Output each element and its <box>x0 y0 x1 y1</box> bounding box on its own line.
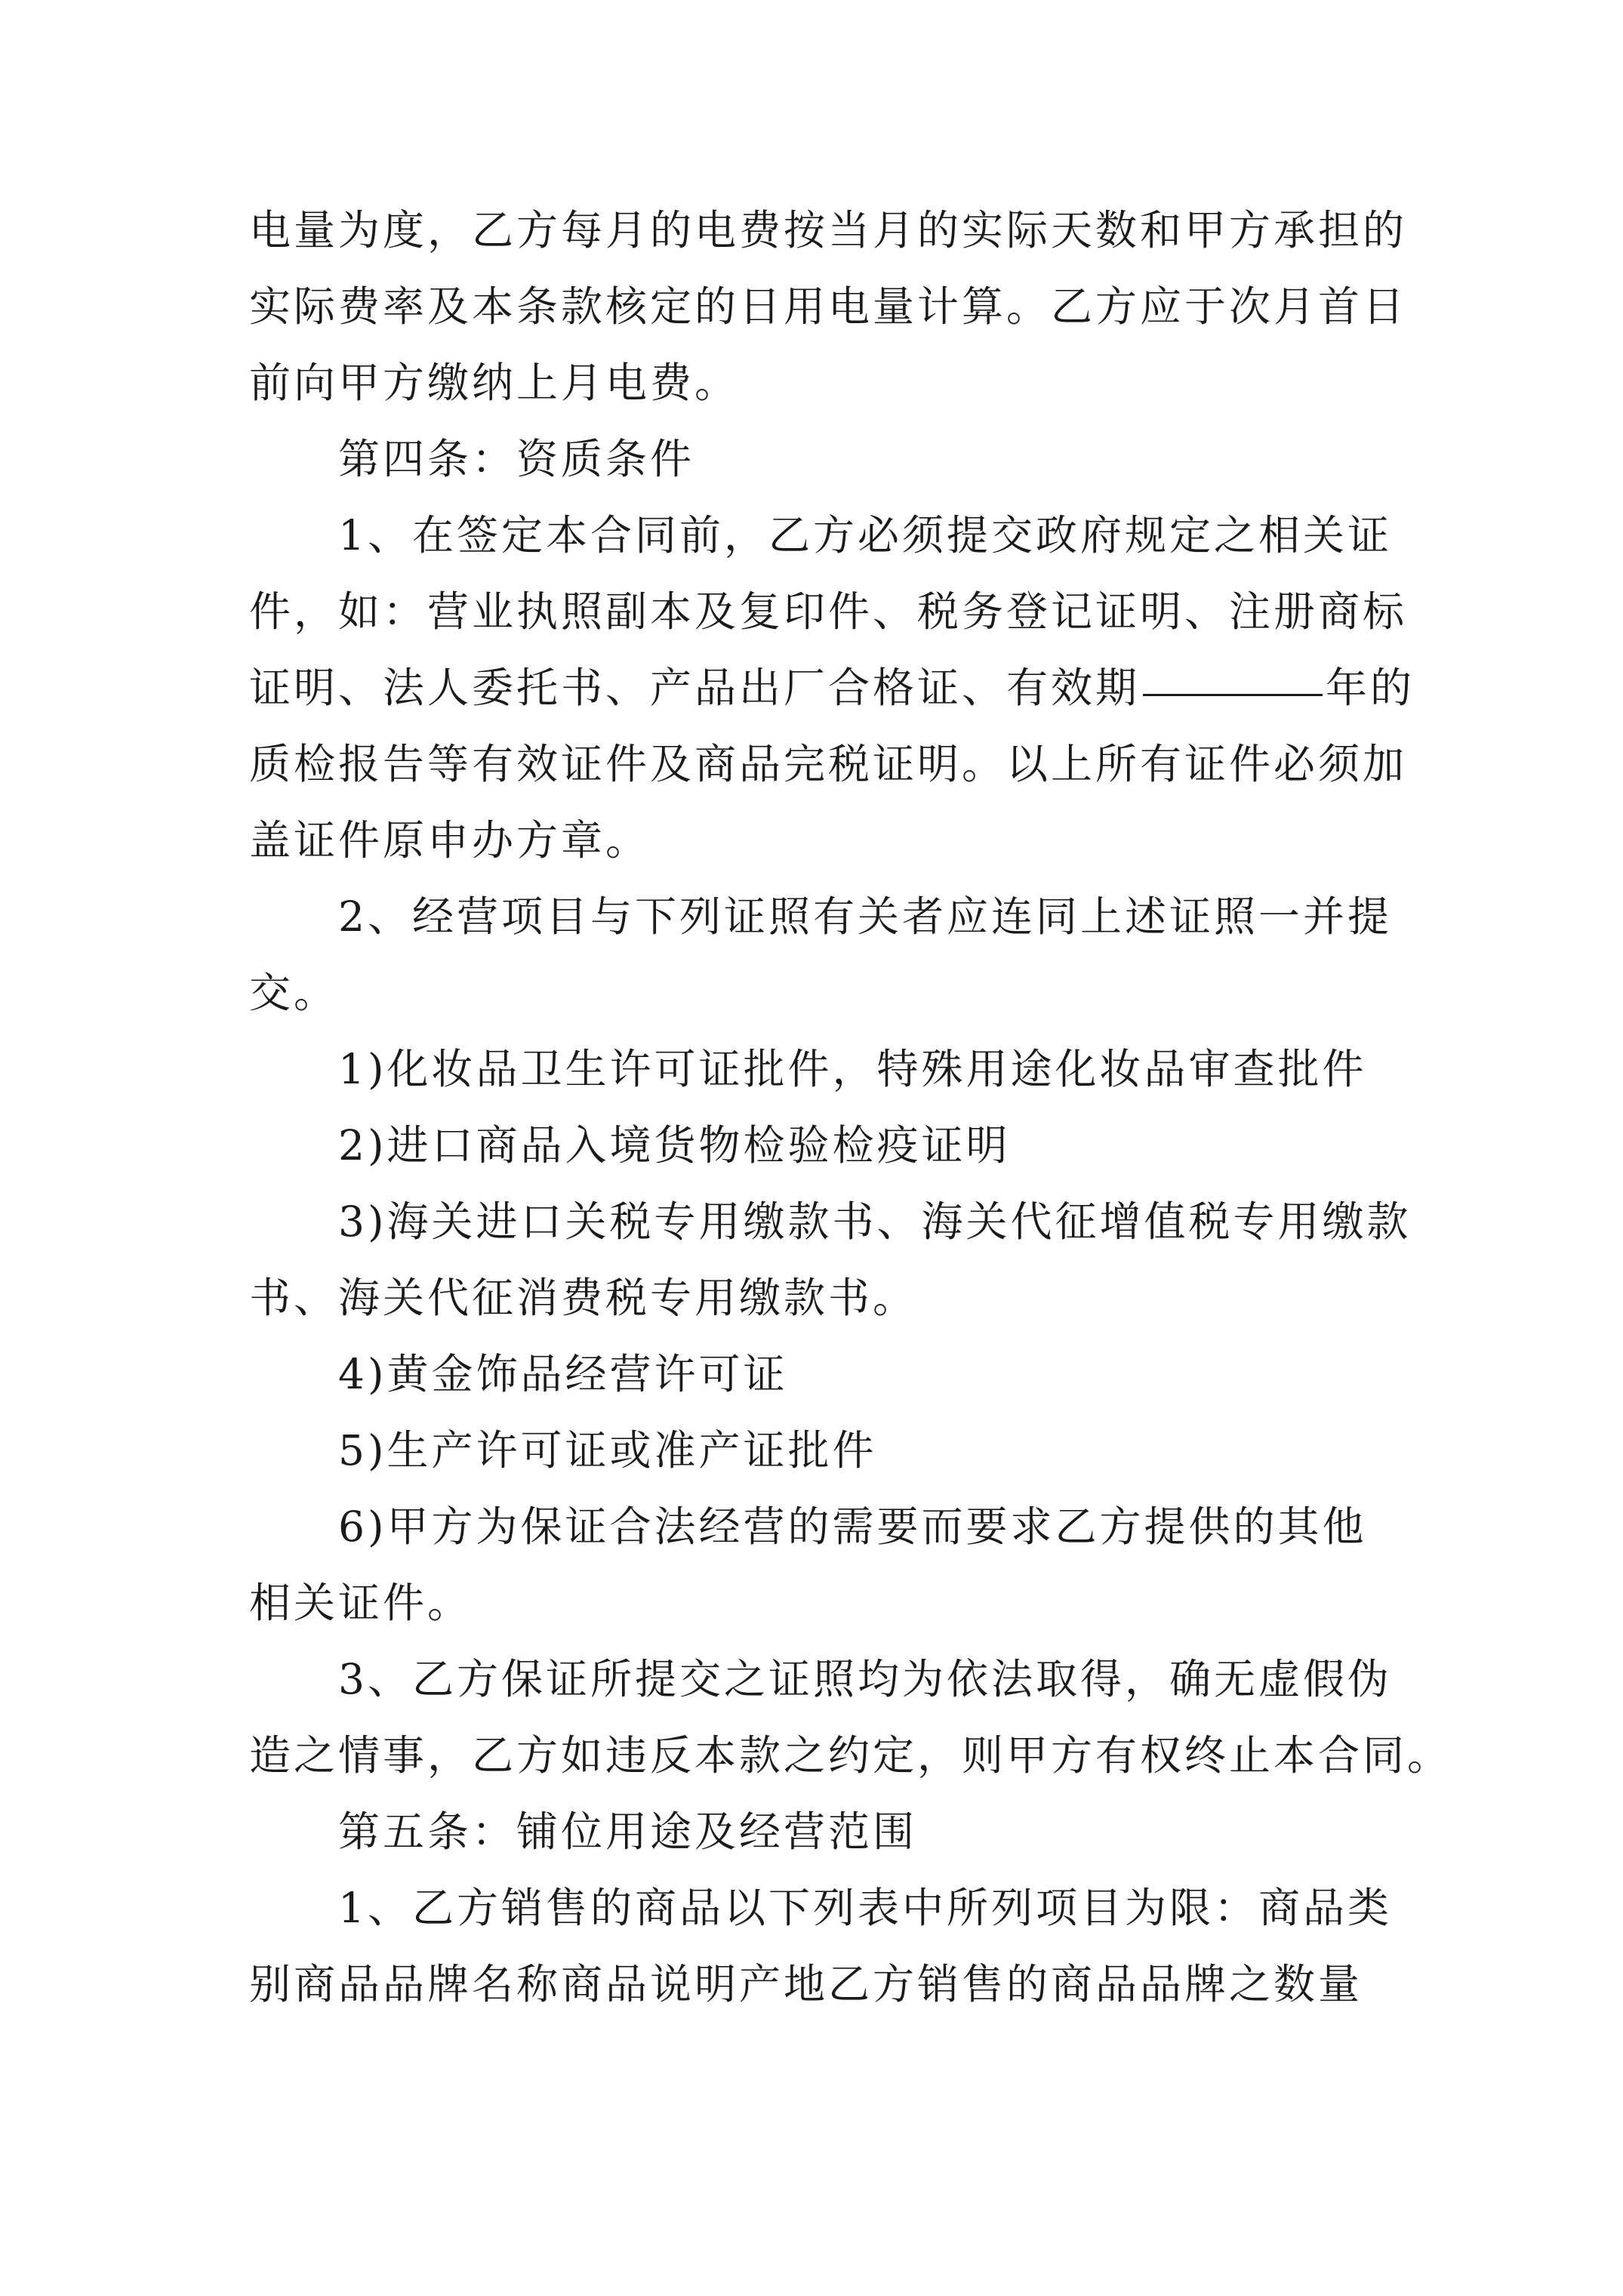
text-line: 电量为度，乙方每月的电费按当月的实际天数和甲方承担的 <box>249 206 1408 254</box>
text-line: 2、经营项目与下列证照有关者应连同上述证照一并提 <box>338 892 1392 941</box>
text-line: 1、在签定本合同前，乙方必须提交政府规定之相关证 <box>338 511 1392 559</box>
text-line: 质检报告等有效证件及商品完税证明。以上所有证件必须加 <box>249 740 1408 788</box>
list-item: 3)海关进口关税专用缴款书、海关代征增值税专用缴款 <box>338 1197 1412 1246</box>
section-heading: 第四条：资质条件 <box>338 435 695 483</box>
list-item: 6)甲方为保证合法经营的需要而要求乙方提供的其他 <box>338 1502 1367 1551</box>
text-line: 盖证件原申办方章。 <box>249 816 651 864</box>
text-line: 实际费率及本条款核定的日用电量计算。乙方应于次月首日 <box>249 282 1408 331</box>
text-line: 前向甲方缴纳上月电费。 <box>249 359 740 407</box>
text-line: 交。 <box>249 969 339 1017</box>
list-item: 4)黄金饰品经营许可证 <box>338 1350 788 1398</box>
text-segment: 证明、法人委托书、产品出厂合格证、有效期 <box>249 664 1141 712</box>
fill-in-blank <box>1143 649 1323 696</box>
list-item: 5)生产许可证或准产证批件 <box>338 1426 877 1475</box>
text-line: 别商品品牌名称商品说明产地乙方销售的商品品牌之数量 <box>249 1960 1363 2008</box>
text-line: 书、海关代征消费税专用缴款书。 <box>249 1274 918 1322</box>
text-line: 造之情事，乙方如违反本款之约定，则甲方有权终止本合同。 <box>249 1731 1452 1780</box>
contract-text <box>249 193 1452 2023</box>
text-segment: 年的 <box>1326 664 1415 712</box>
text-line: 1、乙方销售的商品以下列表中所列项目为限：商品类 <box>338 1884 1392 1932</box>
text-line: 件，如：营业执照副本及复印件、税务登记证明、注册商标 <box>249 587 1408 636</box>
text-line: 相关证件。 <box>249 1579 473 1627</box>
list-item: 1)化妆品卫生许可证批件，特殊用途化妆品审查批件 <box>338 1045 1367 1093</box>
text-line: 3、乙方保证所提交之证照均为依法取得，确无虚假伪 <box>338 1655 1392 1703</box>
list-item: 2)进口商品入境货物检验检疫证明 <box>338 1121 1011 1170</box>
section-heading: 第五条：铺位用途及经营范围 <box>338 1808 918 1856</box>
text-line-with-blank <box>249 650 1415 726</box>
